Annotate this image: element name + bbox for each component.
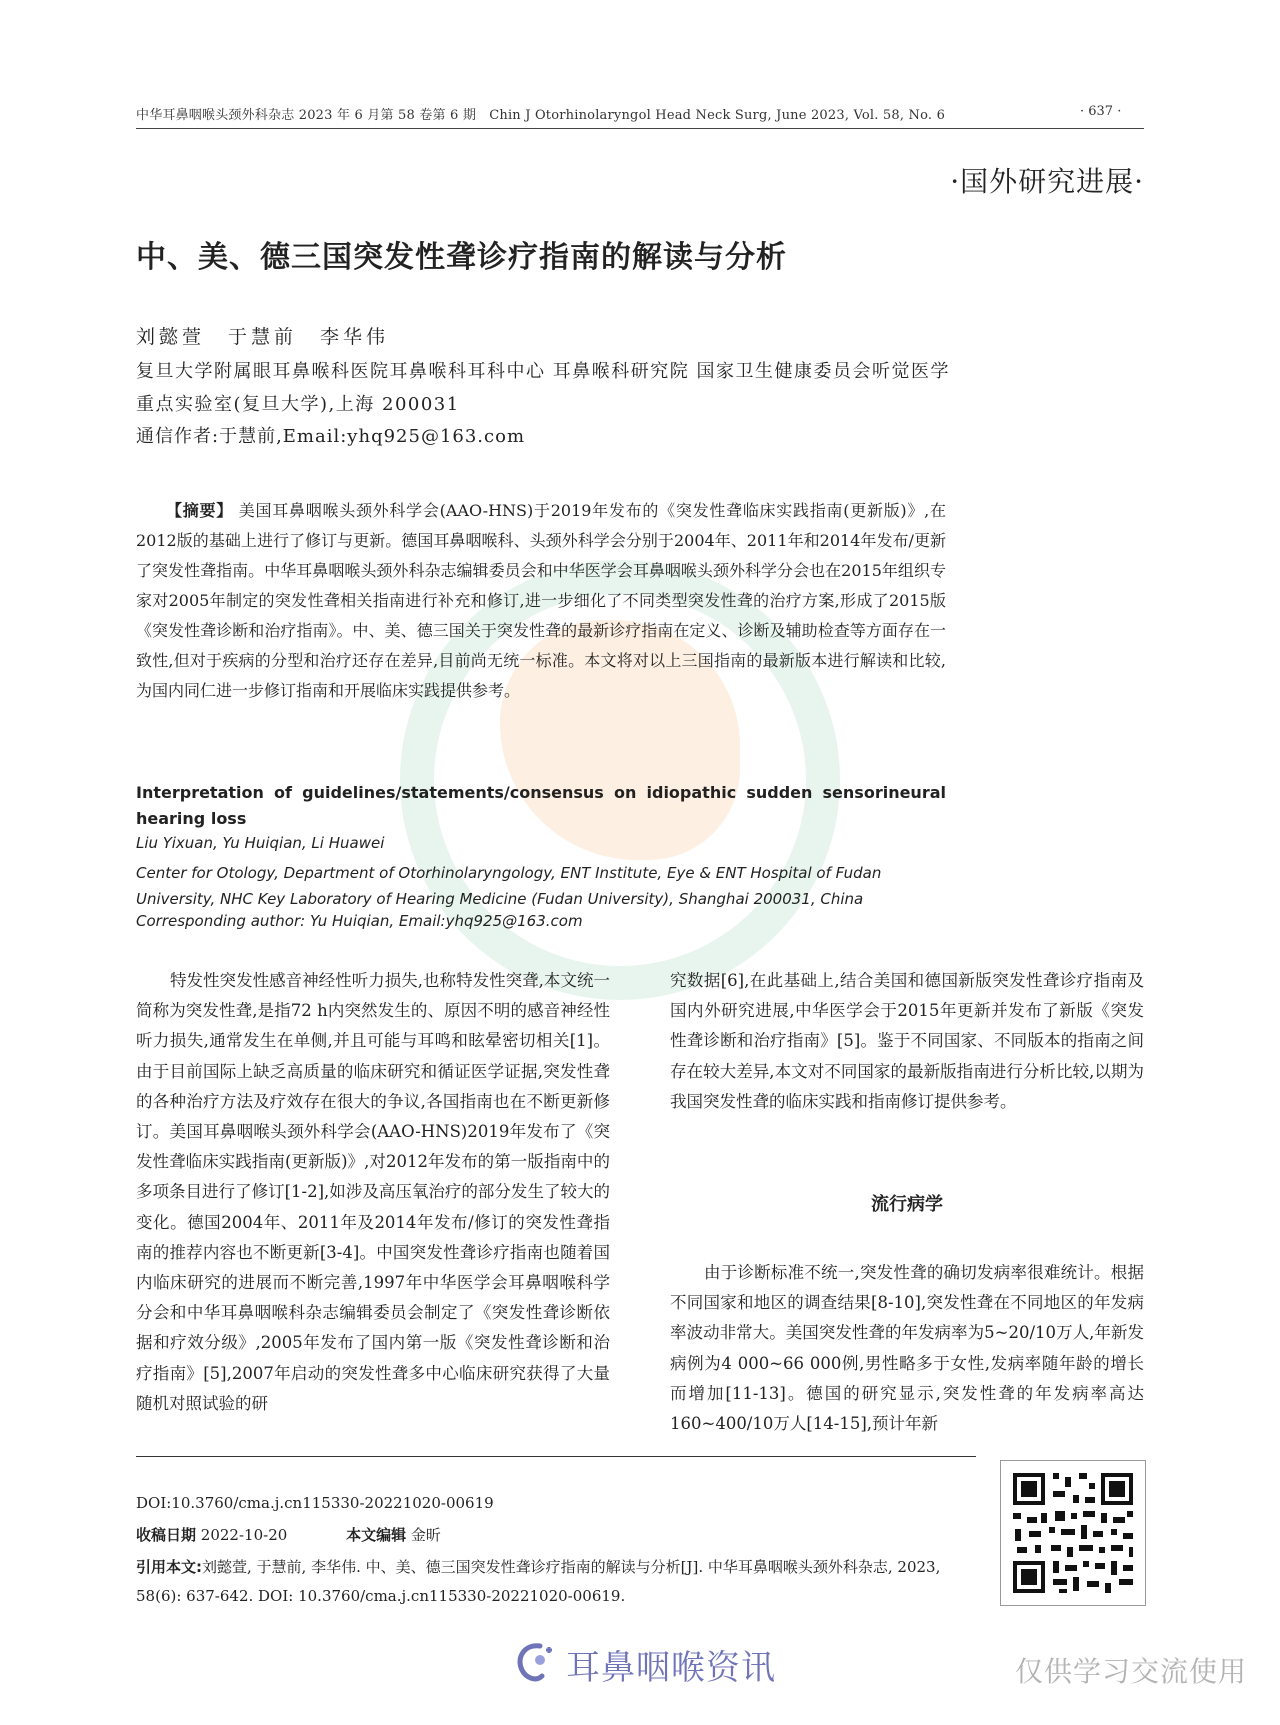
received-label: 收稿日期 — [136, 1526, 197, 1544]
citation-text: 刘懿萱, 于慧前, 李华伟. 中、美、德三国突发性聋诊疗指南的解读与分析[J]. 中华耳鼻咽喉头颈外科杂志, 2023, 58(6): 637-642. DOI: 10.3760/cma.j.cn115330-20221020-00619. — [136, 1558, 941, 1605]
journal-header: 中华耳鼻咽喉头颈外科杂志 2023 年 6 月第 58 卷第 6 期 Chin J Otorhinolaryngol Head Neck Surg, June 2023, Vol. 58, No. 6 — [136, 108, 946, 123]
usage-note-watermark: 仅供学习交流使用 — [1015, 1655, 1248, 1688]
page-number: · 637 · — [1080, 104, 1122, 119]
english-authors: Liu Yixuan, Yu Huiqian, Li Huawei — [136, 834, 385, 852]
ear-logo-icon — [510, 1640, 556, 1686]
received-date: 2022-10-20 — [200, 1526, 288, 1544]
header-divider — [136, 128, 1144, 129]
english-affiliation: Center for Otology, Department of Otorhinolaryngology, ENT Institute, Eye & ENT Hospital of Fudan University, NHC Key Laboratory of Hearing Medicine (Fudan University), Shanghai 200031, China — [136, 864, 882, 908]
body-left-column: 特发性突发性感音神经性听力损失,也称特发性突聋,本文统一简称为突发性聋,是指72 h内突然发生的、原因不明的感音神经性听力损失,通常发生在单侧,并且可能与耳鸣和眩晕密切相关[1]。由于目前国际上缺乏高质量的临床研究和循证医学证据,突发性聋的各种治疗方法及疗效存在很大的争议,各国指南也在不断更新修订。美国耳鼻咽喉头颈外科学会(AAO-HNS)2019年发布了《突发性聋临床实践指南(更新版)》,对2012年发布的第一版指南中的多项条目进行了修订[1-2],如涉及高压氧治疗的部分发生了较大的变化。德国2004年、2011年及2014年发布/修订的突发性聋指南的推荐内容也不断更新[3-4]。中国突发性聋诊疗指南也随着国内临床研究的进展而不断完善,1997年中华医学会耳鼻咽喉科学分会和中华耳鼻咽喉科杂志编辑委员会制定了《突发性聋诊断依据和疗效分级》,2005年发布了国内第一版《突发性聋诊断和治疗指南》[5],2007年启动的突发性聋多中心临床研究获得了大量随机对照试验的研 — [136, 971, 610, 1413]
corresponding-author: 通信作者:于慧前,Email:yhq925@163.com — [136, 426, 526, 447]
abstract — [136, 496, 946, 706]
body-right-column-top: 究数据[6],在此基础上,结合美国和德国新版突发性聋诊疗指南及国内外研究进展,中华医学会于2015年更新并发布了新版《突发性聋诊断和治疗指南》[5]。鉴于不同国家、不同版本的指南之间存在较大差异,本文对不同国家的最新版指南进行分析比较,以期为我国突发性聋的临床实践和指南修订提供参考。 — [670, 971, 1144, 1111]
author-list: 刘懿萱 于慧前 李华伟 — [136, 326, 390, 348]
article-title: 中、美、德三国突发性聋诊疗指南的解读与分析 — [136, 240, 787, 275]
footnote-divider — [136, 1456, 976, 1457]
english-title: Interpretation of guidelines/statements/consensus on idiopathic sudden sensorineural hearing loss — [136, 783, 946, 828]
section-heading-epidemiology: 流行病学 — [871, 1194, 943, 1215]
abstract-text: 美国耳鼻咽喉头颈外科学会(AAO-HNS)于2019年发布的《突发性聋临床实践指南(更新版)》,在2012版的基础上进行了修订与更新。德国耳鼻咽喉科、头颈外科学会分别于2004年、2011年和2014年发布/更新了突发性聋指南。中华耳鼻咽喉头颈外科杂志编辑委员会和中华医学会耳鼻咽喉头颈外科学分会也在2015年组织专家对2005年制定的突发性聋相关指南进行补充和修订,进一步细化了不同类型突发性聋的治疗方案,形成了2015版《突发性聋诊断和治疗指南》。中、美、德三国关于突发性聋的最新诊疗指南在定义、诊断及辅助检查等方面存在一致性,但对于疾病的分型和治疗还存在差异,目前尚无统一标准。本文将对以上三国指南的最新版本进行解读和比较,为国内同仁进一步修订指南和开展临床实践提供参考。 — [136, 501, 946, 700]
editor-name: 金昕 — [410, 1526, 441, 1544]
stamp-watermark — [90, 1586, 350, 1626]
citation-label: 引用本文: — [136, 1558, 202, 1576]
qr-code-icon[interactable] — [1000, 1460, 1146, 1606]
body-right-column-bottom: 由于诊断标准不统一,突发性聋的确切发病率很难统计。根据不同国家和地区的调查结果[8-10],突发性聋在不同地区的年发病率波动非常大。美国突发性聋的年发病率为5~20/10万人,年新发病例为4 000~66 000例,男性略多于女性,发病率随年龄的增长而增加[11-13]。德国的研究显示,突发性聋的年发病率高达160~400/10万人[14-15],预计年新 — [670, 1263, 1144, 1434]
logo-watermark-text: 耳鼻咽喉资讯 — [566, 1648, 776, 1688]
editor-label: 本文编辑 — [346, 1526, 407, 1544]
abstract-label: 【摘要】 — [166, 501, 233, 520]
english-corresponding-author: Corresponding author: Yu Huiqian, Email:yhq925@163.com — [136, 912, 583, 930]
affiliation: 复旦大学附属眼耳鼻喉科医院耳鼻喉科耳科中心 耳鼻喉科研究院 国家卫生健康委员会听觉医学重点实验室(复旦大学),上海 200031 — [136, 361, 950, 415]
doi[interactable]: DOI:10.3760/cma.j.cn115330-20221020-00619 — [136, 1494, 494, 1512]
section-tag: ·国外研究进展· — [950, 165, 1144, 198]
received-editor-line — [136, 1524, 441, 1545]
